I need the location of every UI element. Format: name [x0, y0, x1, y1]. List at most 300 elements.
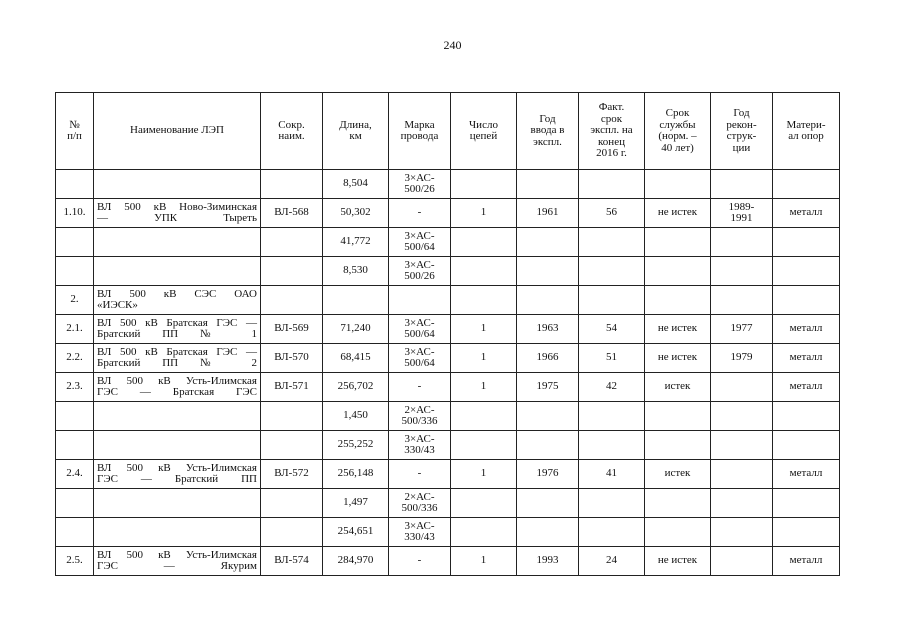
- col-support-material: [773, 547, 840, 576]
- cell-line: цепей: [469, 130, 498, 142]
- col-actual-age: [579, 431, 645, 460]
- col-circuits: [451, 286, 517, 315]
- col-support-material: [773, 431, 840, 460]
- col-number: [56, 199, 94, 228]
- cell-line: — УПК Тыреть: [97, 212, 257, 224]
- header-col-year-commissioned: [517, 93, 579, 170]
- col-actual-age: [579, 170, 645, 199]
- col-number: [56, 344, 94, 373]
- col-year-commissioned: [517, 518, 579, 547]
- cell-line: «ИЭСК»: [97, 299, 138, 311]
- col-wire-grade: [389, 402, 451, 431]
- cell-line: 1977: [730, 322, 753, 335]
- header-col-length: [323, 93, 389, 170]
- col-actual-age: [579, 373, 645, 402]
- col-service-life: [645, 257, 711, 286]
- col-reconstruction-year: [711, 518, 773, 547]
- col-support-material: [773, 286, 840, 315]
- cell-line: 2.5.: [66, 554, 83, 567]
- table-row: [56, 170, 840, 199]
- col-circuits: [451, 170, 517, 199]
- col-circuits: [451, 547, 517, 576]
- col-year-commissioned: [517, 402, 579, 431]
- col-number: [56, 489, 94, 518]
- table-header-row: [56, 93, 840, 170]
- col-length: [323, 344, 389, 373]
- cell-line: конец: [598, 135, 625, 148]
- col-service-life: [645, 199, 711, 228]
- cell-line: Братский ПП № 1: [97, 328, 257, 340]
- cell-line: экспл.: [533, 135, 562, 148]
- col-short-name: [261, 402, 323, 431]
- cell-line: Наименование ЛЭП: [130, 124, 224, 137]
- cell-line: 42: [606, 380, 617, 393]
- col-length: [323, 170, 389, 199]
- col-number: [56, 460, 94, 489]
- cell-line: истек: [664, 467, 691, 480]
- cell-line: 1: [480, 351, 487, 364]
- cell-line: ВЛ-572: [274, 467, 309, 480]
- power-lines-table: [55, 92, 840, 576]
- cell-line: №: [69, 118, 80, 131]
- cell-line: 1966: [536, 351, 559, 364]
- col-actual-age: [579, 518, 645, 547]
- cell-line: Число: [469, 118, 498, 131]
- cell-line: Длина,: [339, 118, 372, 131]
- col-line-name: [94, 286, 261, 315]
- col-circuits: [451, 315, 517, 344]
- col-support-material: [773, 460, 840, 489]
- cell-line: 1993: [536, 554, 559, 567]
- col-year-commissioned: [517, 344, 579, 373]
- col-circuits: [451, 489, 517, 518]
- cell-line: 8,504: [343, 177, 368, 190]
- cell-line: 2×АС-: [404, 490, 435, 503]
- col-wire-grade: [389, 460, 451, 489]
- col-line-name: [94, 547, 261, 576]
- col-short-name: [261, 460, 323, 489]
- cell-line: 3×АС-: [404, 345, 435, 358]
- table-row: [56, 373, 840, 402]
- table-row: [56, 257, 840, 286]
- cell-line: не истек: [657, 351, 698, 364]
- cell-line: 2.1.: [66, 322, 83, 335]
- col-circuits: [451, 257, 517, 286]
- col-support-material: [773, 373, 840, 402]
- col-short-name: [261, 199, 323, 228]
- col-reconstruction-year: [711, 315, 773, 344]
- col-length: [323, 228, 389, 257]
- col-support-material: [773, 228, 840, 257]
- col-wire-grade: [389, 547, 451, 576]
- cell-line: 40 лет): [661, 141, 694, 154]
- header-col-reconstruction-year: [711, 93, 773, 170]
- col-number: [56, 286, 94, 315]
- col-number: [56, 373, 94, 402]
- cell-line: 1976: [536, 467, 559, 480]
- cell-line: ВЛ-571: [274, 380, 309, 393]
- col-service-life: [645, 402, 711, 431]
- header-col-service-life: [645, 93, 711, 170]
- col-line-name: [94, 431, 261, 460]
- col-actual-age: [579, 315, 645, 344]
- col-wire-grade: [389, 373, 451, 402]
- col-wire-grade: [389, 518, 451, 547]
- cell-line: 3×АС-: [404, 258, 435, 271]
- cell-line: 24: [606, 554, 617, 567]
- cell-line: ВЛ 500 кВ Братская ГЭС —: [97, 316, 257, 329]
- cell-line: Год: [733, 107, 750, 119]
- table-row: [56, 315, 840, 344]
- col-wire-grade: [389, 315, 451, 344]
- col-short-name: [261, 518, 323, 547]
- col-actual-age: [579, 547, 645, 576]
- cell-line: ВЛ 500 кВ Усть-Илимская: [97, 374, 257, 387]
- table-row: [56, 344, 840, 373]
- cell-line: службы: [659, 118, 696, 131]
- cell-line: 256,702: [337, 380, 374, 393]
- col-circuits: [451, 199, 517, 228]
- cell-line: металл: [789, 351, 823, 364]
- cell-line: 1: [480, 322, 487, 335]
- cell-line: истек: [664, 380, 691, 393]
- cell-line: ВЛ 500 кВ СЭС ОАО: [97, 287, 257, 300]
- col-length: [323, 257, 389, 286]
- cell-line: 3×АС-: [404, 432, 435, 445]
- cell-line: ВЛ 500 кВ Усть-Илимская: [97, 548, 257, 561]
- cell-line: ВЛ 500 кВ Ново-Зиминская: [97, 200, 257, 213]
- cell-line: Матери-: [786, 118, 826, 131]
- col-number: [56, 518, 94, 547]
- col-length: [323, 286, 389, 315]
- cell-line: -: [417, 206, 422, 219]
- col-reconstruction-year: [711, 431, 773, 460]
- col-short-name: [261, 489, 323, 518]
- col-service-life: [645, 489, 711, 518]
- cell-line: 1979: [730, 351, 753, 364]
- col-actual-age: [579, 286, 645, 315]
- col-circuits: [451, 460, 517, 489]
- table-row: [56, 402, 840, 431]
- cell-line: 330/43: [404, 531, 435, 543]
- cell-line: 2.: [70, 293, 79, 306]
- col-support-material: [773, 518, 840, 547]
- table-row: [56, 460, 840, 489]
- col-service-life: [645, 431, 711, 460]
- cell-line: -: [417, 554, 422, 567]
- col-line-name: [94, 518, 261, 547]
- cell-line: металл: [789, 206, 823, 219]
- col-year-commissioned: [517, 257, 579, 286]
- header-col-number: [56, 93, 94, 170]
- col-support-material: [773, 199, 840, 228]
- cell-line: ВЛ 500 кВ Братская ГЭС —: [97, 345, 257, 358]
- col-wire-grade: [389, 431, 451, 460]
- col-year-commissioned: [517, 460, 579, 489]
- col-service-life: [645, 547, 711, 576]
- cell-line: Сокр.: [278, 118, 305, 131]
- cell-line: 254,651: [337, 525, 374, 538]
- col-wire-grade: [389, 286, 451, 315]
- col-service-life: [645, 518, 711, 547]
- col-support-material: [773, 170, 840, 199]
- cell-line: металл: [789, 467, 823, 480]
- cell-line: 8,530: [343, 264, 368, 277]
- cell-line: 500/64: [404, 357, 435, 369]
- cell-line: ал опор: [788, 130, 824, 142]
- cell-line: (норм. –: [658, 130, 697, 142]
- col-reconstruction-year: [711, 344, 773, 373]
- col-support-material: [773, 257, 840, 286]
- col-reconstruction-year: [711, 199, 773, 228]
- table-row: [56, 286, 840, 315]
- cell-line: 3×АС-: [404, 316, 435, 329]
- header-col-support-material: [773, 93, 840, 170]
- col-short-name: [261, 228, 323, 257]
- col-service-life: [645, 460, 711, 489]
- cell-line: км: [349, 130, 362, 142]
- cell-line: 71,240: [340, 322, 371, 335]
- table-row: [56, 199, 840, 228]
- cell-line: 3×АС-: [404, 171, 435, 184]
- header-col-wire-grade: [389, 93, 451, 170]
- cell-line: 2.3.: [66, 380, 83, 393]
- col-wire-grade: [389, 344, 451, 373]
- col-number: [56, 402, 94, 431]
- cell-line: 1,497: [343, 496, 368, 509]
- col-line-name: [94, 373, 261, 402]
- cell-line: ВЛ-569: [274, 322, 309, 335]
- cell-line: рекон-: [726, 118, 757, 131]
- cell-line: 2.4.: [66, 467, 83, 480]
- col-service-life: [645, 344, 711, 373]
- cell-line: металл: [789, 322, 823, 335]
- cell-line: 1961: [536, 206, 559, 219]
- col-year-commissioned: [517, 431, 579, 460]
- cell-line: наим.: [278, 130, 305, 142]
- col-reconstruction-year: [711, 286, 773, 315]
- col-year-commissioned: [517, 489, 579, 518]
- col-reconstruction-year: [711, 228, 773, 257]
- cell-line: 1975: [536, 380, 559, 393]
- col-line-name: [94, 402, 261, 431]
- cell-line: 51: [606, 351, 617, 364]
- col-length: [323, 315, 389, 344]
- col-wire-grade: [389, 170, 451, 199]
- col-actual-age: [579, 344, 645, 373]
- cell-line: 1.10.: [63, 206, 86, 219]
- table-body: [56, 170, 840, 576]
- cell-line: Братский ПП № 2: [97, 357, 257, 369]
- col-reconstruction-year: [711, 489, 773, 518]
- col-line-name: [94, 489, 261, 518]
- cell-line: 54: [606, 322, 617, 335]
- cell-line: Год: [539, 112, 556, 125]
- cell-line: 2.2.: [66, 351, 83, 364]
- col-circuits: [451, 344, 517, 373]
- cell-line: ВЛ-574: [274, 554, 309, 567]
- col-short-name: [261, 373, 323, 402]
- col-circuits: [451, 373, 517, 402]
- col-support-material: [773, 315, 840, 344]
- cell-line: ВЛ-568: [274, 206, 309, 219]
- col-number: [56, 431, 94, 460]
- col-length: [323, 489, 389, 518]
- col-reconstruction-year: [711, 547, 773, 576]
- col-circuits: [451, 402, 517, 431]
- cell-line: 500/336: [401, 415, 438, 427]
- cell-line: 1: [480, 206, 487, 219]
- col-support-material: [773, 402, 840, 431]
- cell-line: 1: [480, 467, 487, 480]
- header-col-actual-age: [579, 93, 645, 170]
- col-short-name: [261, 431, 323, 460]
- cell-line: 41: [606, 467, 617, 480]
- col-service-life: [645, 286, 711, 315]
- col-short-name: [261, 344, 323, 373]
- cell-line: не истек: [657, 206, 698, 219]
- col-length: [323, 547, 389, 576]
- col-line-name: [94, 170, 261, 199]
- col-actual-age: [579, 460, 645, 489]
- cell-line: ции: [732, 141, 751, 154]
- cell-line: металл: [789, 554, 823, 567]
- cell-line: не истек: [657, 322, 698, 335]
- col-support-material: [773, 344, 840, 373]
- col-actual-age: [579, 402, 645, 431]
- cell-line: 2016 г.: [596, 147, 627, 160]
- col-length: [323, 431, 389, 460]
- col-year-commissioned: [517, 547, 579, 576]
- col-line-name: [94, 460, 261, 489]
- cell-line: 3×АС-: [404, 519, 435, 532]
- cell-line: срок: [600, 112, 623, 125]
- col-line-name: [94, 257, 261, 286]
- cell-line: Марка: [404, 118, 435, 131]
- cell-line: не истек: [657, 554, 698, 567]
- col-service-life: [645, 315, 711, 344]
- cell-line: струк-: [726, 130, 757, 142]
- col-short-name: [261, 547, 323, 576]
- col-service-life: [645, 228, 711, 257]
- cell-line: ГЭС — Братская ГЭС: [97, 386, 257, 398]
- col-reconstruction-year: [711, 373, 773, 402]
- cell-line: ввода в: [530, 124, 565, 137]
- cell-line: ВЛ 500 кВ Усть-Илимская: [97, 461, 257, 474]
- cell-line: ВЛ-570: [274, 351, 309, 364]
- col-number: [56, 228, 94, 257]
- cell-line: металл: [789, 380, 823, 393]
- cell-line: провода: [400, 130, 439, 142]
- col-length: [323, 460, 389, 489]
- cell-line: Факт.: [598, 101, 625, 114]
- cell-line: 1: [480, 380, 487, 393]
- col-actual-age: [579, 199, 645, 228]
- col-reconstruction-year: [711, 460, 773, 489]
- cell-line: -: [417, 467, 422, 480]
- col-reconstruction-year: [711, 257, 773, 286]
- col-length: [323, 402, 389, 431]
- col-reconstruction-year: [711, 402, 773, 431]
- col-wire-grade: [389, 489, 451, 518]
- col-actual-age: [579, 257, 645, 286]
- cell-line: 255,252: [337, 438, 374, 451]
- col-wire-grade: [389, 199, 451, 228]
- cell-line: 330/43: [404, 444, 435, 456]
- cell-line: п/п: [67, 130, 82, 142]
- col-circuits: [451, 518, 517, 547]
- cell-line: 500/64: [404, 241, 435, 253]
- col-year-commissioned: [517, 170, 579, 199]
- col-actual-age: [579, 228, 645, 257]
- cell-line: 1,450: [343, 409, 368, 422]
- header-col-circuits: [451, 93, 517, 170]
- cell-line: 500/336: [401, 502, 438, 514]
- cell-line: ГЭС — Якурим: [97, 560, 257, 572]
- table-row: [56, 518, 840, 547]
- col-line-name: [94, 344, 261, 373]
- cell-line: 3×АС-: [404, 229, 435, 242]
- table-row: [56, 431, 840, 460]
- col-short-name: [261, 170, 323, 199]
- table-row: [56, 489, 840, 518]
- col-year-commissioned: [517, 286, 579, 315]
- header-col-short-name: [261, 93, 323, 170]
- col-short-name: [261, 286, 323, 315]
- col-circuits: [451, 431, 517, 460]
- table-row: [56, 547, 840, 576]
- col-short-name: [261, 315, 323, 344]
- col-short-name: [261, 257, 323, 286]
- col-service-life: [645, 373, 711, 402]
- col-year-commissioned: [517, 228, 579, 257]
- cell-line: экспл. на: [590, 124, 633, 137]
- cell-line: 1: [480, 554, 487, 567]
- page-number: 240: [443, 38, 462, 52]
- col-actual-age: [579, 489, 645, 518]
- col-wire-grade: [389, 257, 451, 286]
- col-reconstruction-year: [711, 170, 773, 199]
- col-circuits: [451, 228, 517, 257]
- table-row: [56, 228, 840, 257]
- col-number: [56, 547, 94, 576]
- cell-line: -: [417, 380, 422, 393]
- cell-line: 1963: [536, 322, 559, 335]
- col-year-commissioned: [517, 373, 579, 402]
- cell-line: 2×АС-: [404, 403, 435, 416]
- cell-line: ГЭС — Братский ПП: [97, 473, 257, 485]
- cell-line: 500/26: [404, 270, 435, 282]
- col-support-material: [773, 489, 840, 518]
- cell-line: 1991: [730, 212, 753, 224]
- cell-line: 500/64: [404, 328, 435, 340]
- cell-line: 500/26: [404, 183, 435, 195]
- col-line-name: [94, 199, 261, 228]
- col-year-commissioned: [517, 199, 579, 228]
- col-year-commissioned: [517, 315, 579, 344]
- col-number: [56, 170, 94, 199]
- col-length: [323, 373, 389, 402]
- cell-line: Срок: [665, 107, 690, 119]
- cell-line: 256,148: [337, 467, 374, 480]
- col-service-life: [645, 170, 711, 199]
- col-length: [323, 518, 389, 547]
- cell-line: 68,415: [340, 351, 371, 364]
- cell-line: 1989-: [728, 200, 755, 213]
- col-wire-grade: [389, 228, 451, 257]
- cell-line: 41,772: [340, 235, 371, 248]
- col-line-name: [94, 228, 261, 257]
